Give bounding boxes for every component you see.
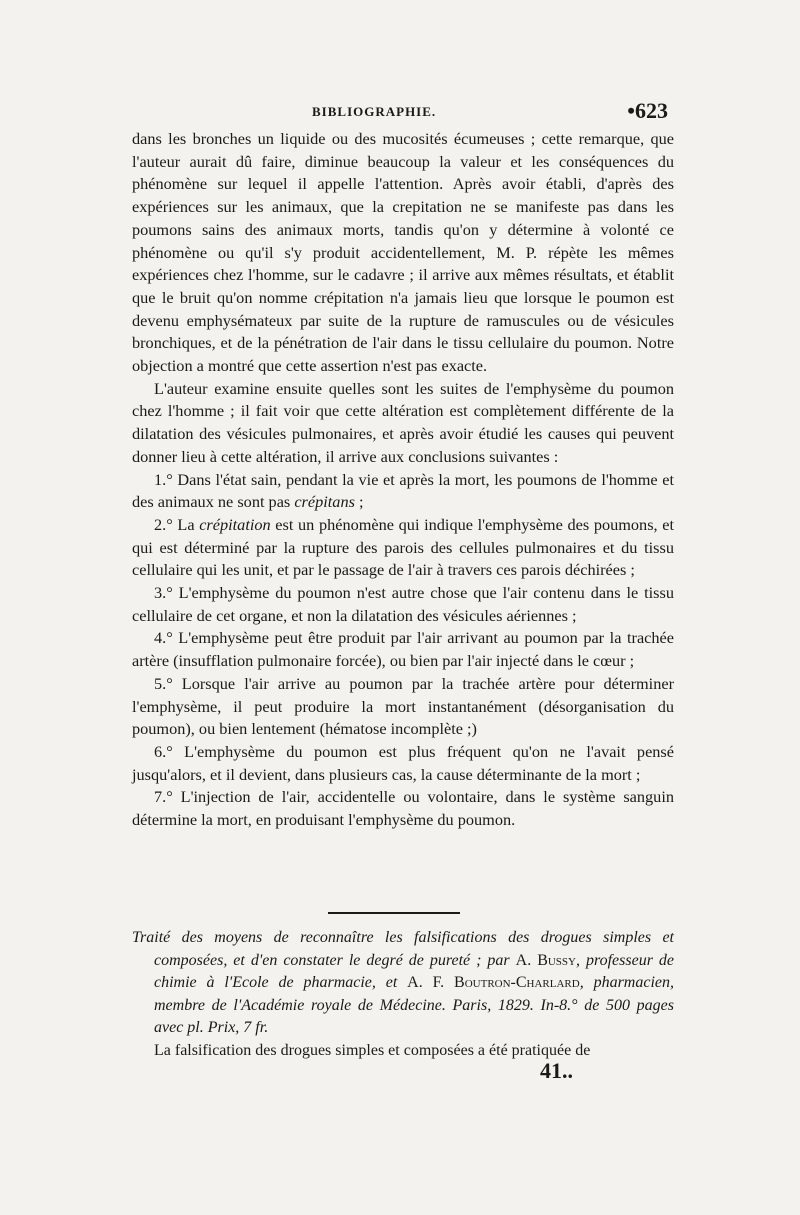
bibliography-entry	[132, 927, 674, 1063]
main-text	[132, 128, 674, 832]
author-1-role: , professeur de chimie à l'Ecole de pharmacie, et	[154, 951, 675, 992]
conclusion-2-end: est un phénomène qui indique l'emphysème des poumons, et qui est déterminé par la rupture des parois des cellules pulmonaires et du tissu cellulaire qui les unit, et par le passage de l'air à travers ces parois déchirées ;	[132, 514, 674, 580]
conclusion-1	[132, 469, 674, 514]
conclusion-1-end: ;	[354, 492, 364, 512]
paragraph-summary: L'auteur examine ensuite quelles sont les suites de l'emphysème du poumon chez l'homme ; il fait voir que cette altération est complètement différente de la dilatation des vésicules pulmonaires, et après avoir étudié les causes qui peuvent donner lieu à cette altération, il arrive aux conclusions suivantes :	[132, 378, 674, 466]
paragraph-continuation: dans les bronches un liquide ou des mucosités écumeuses ; cette remarque, que l'auteur aurait dû faire, diminue beaucoup la valeur et les conséquences du phénomène sur lequel il appelle l'attention. Après avoir établi, d'après des expériences sur les animaux, que la crepitation ne se manifeste pas dans les poumons sains des animaux morts, tandis qu'on y détermine à volonté ce phénomène ou qu'il s'y produit accidentellement, M. P. répète les mêmes expériences chez l'homme, sur le cadavre ; il arrive aux mêmes résultats, et établit que le bruit qu'on nomme crépitation n'a jamais lieu que lorsque le poumon est devenu emphysémateux par suite de la rupture de ramuscules ou de vésicules bronchiques, et de la pénétration de l'air dans le tissu cellulaire du poumon. Notre objection a montré que cette assertion n'est pas exacte.	[132, 129, 674, 376]
conclusion-3: 3.° L'emphysème du poumon n'est autre chose que l'air contenu dans le tissu cellulaire de cet organe, et non la dilatation des vésicules aériennes ;	[132, 583, 674, 625]
author-2-role: , pharmacien, membre de l'Académie royale de Médecine. Paris, 1829. In-8.° de 500 pages avec pl. Prix, 7 fr.	[154, 974, 675, 1037]
page-number: •623	[627, 98, 668, 123]
conclusion-2-italic: crépitation	[199, 514, 271, 534]
bibliography-citation	[132, 927, 674, 1040]
conclusion-7: 7.° L'injection de l'air, accidentelle ou volontaire, dans le système sanguin détermine la mort, en produisant l'emphysème du poumon.	[132, 787, 674, 830]
conclusion-1-italic: crépitans	[294, 492, 355, 512]
conclusion-5: 5.° Lorsque l'air arrive au poumon par la trachée artère pour déterminer l'emphysème, il peut produire la mort instantanément (désorganisation du poumon), ou bien lentement (hématose incomplète ;)	[132, 673, 674, 739]
conclusion-1-text: 1.° Dans l'état sain, pendant la vie et après la mort, les poumons de l'homme et des animaux ne sont pas	[132, 469, 674, 512]
section-divider	[328, 912, 460, 914]
conclusion-6: 6.° L'emphysème du poumon est plus fréquent qu'on ne l'avait pensé jusqu'alors, et il devient, dans plusieurs cas, la cause déterminante de la mort ;	[132, 741, 674, 784]
conclusion-2-start: 2.° La	[154, 514, 200, 534]
page-header	[132, 100, 672, 130]
signature-mark: 41..	[540, 1058, 573, 1083]
running-head: BIBLIOGRAPHIE.	[312, 104, 437, 119]
review-start: La falsification des drogues simples et composées a été pratiquée de	[154, 1041, 591, 1059]
author-1: A. Bussy	[515, 951, 576, 969]
conclusion-2	[132, 514, 674, 582]
conclusion-4: 4.° L'emphysème peut être produit par l'air arrivant au poumon par la trachée artère (insufflation pulmonaire forcée), ou bien par l'air injecté dans le cœur ;	[132, 628, 674, 671]
book-title: Traité des moyens de reconnaître les falsifications des drogues simples et composées, et d'en constater le degré de pureté ; par	[132, 929, 674, 969]
author-2: A. F. Boutron-Charlard	[407, 974, 580, 992]
